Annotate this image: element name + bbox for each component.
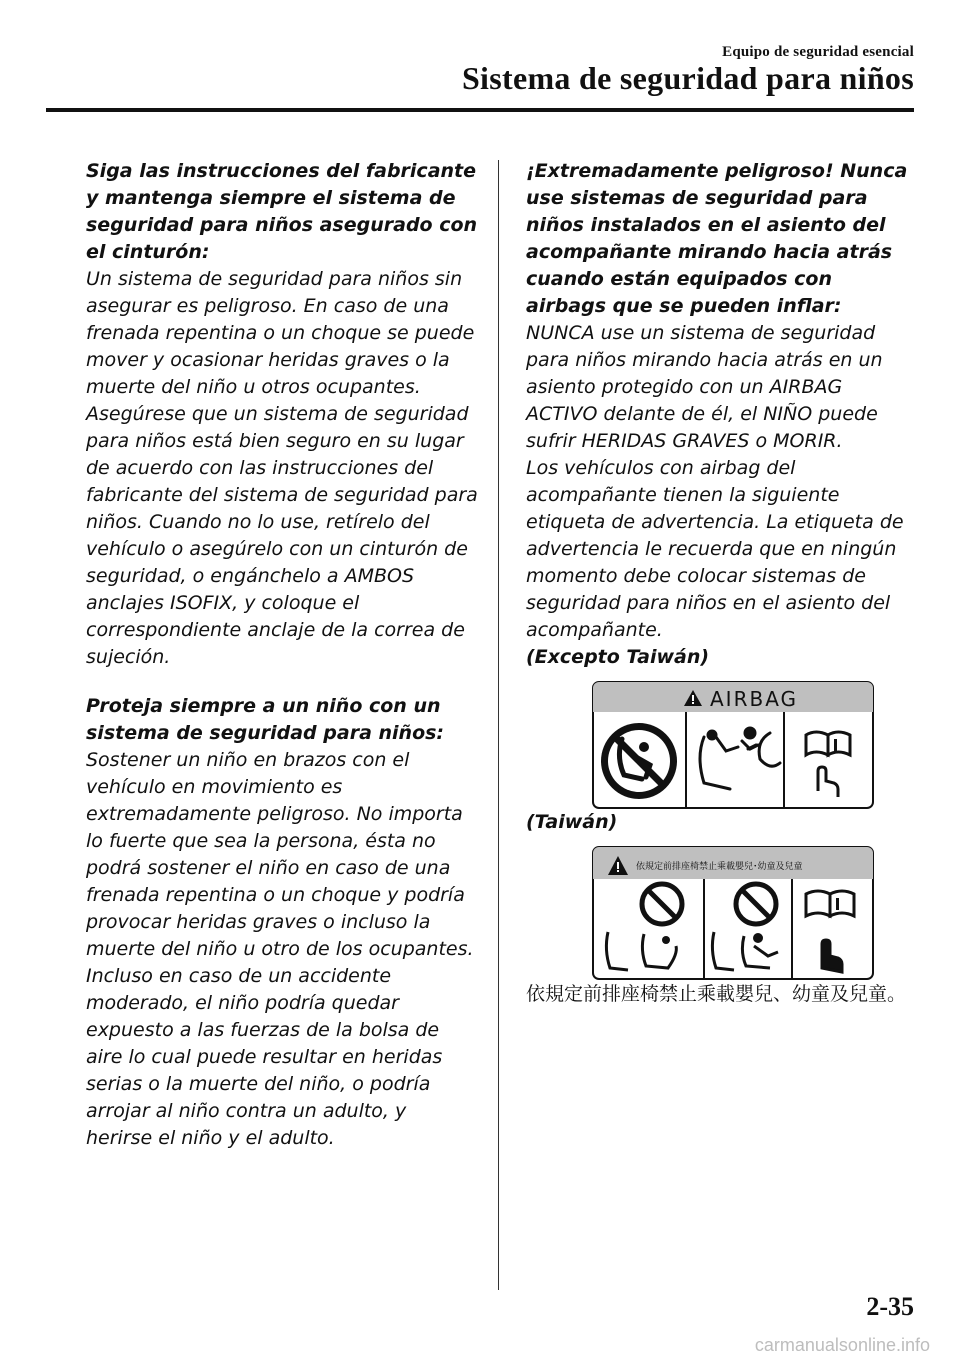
- no-child-seat-icon: [601, 723, 677, 799]
- page-title: Sistema de seguridad para niños: [461, 60, 914, 96]
- header-kicker: Equipo de seguridad esencial: [722, 44, 914, 60]
- right-paragraph-2: Los vehículos con airbag del acompañante tienen la siguiente etiqueta de advertencia. La etiqueta de advertencia le recuerda que en ningún momento debe colocar sistemas de seguridad para niños en el asiento del acompañante.: [526, 457, 904, 641]
- taiwan-warning-label: [592, 846, 874, 980]
- caption-taiwan: (Taiwán): [526, 811, 618, 833]
- taiwan-label-text: 依規定前排座椅禁止乘載嬰兒･幼童及兒童: [636, 862, 803, 872]
- left-column: [86, 158, 478, 1152]
- page-number: 2-35: [866, 1292, 914, 1321]
- caption-except-taiwan: (Excepto Taiwán): [526, 646, 710, 668]
- left-heading-1: Siga las instrucciones del fabricante y mantenga siempre el sistema de seguridad para niños asegurado con el cinturón:: [86, 160, 478, 263]
- airbag-warning-label: [592, 681, 874, 809]
- left-paragraph-1: Un sistema de seguridad para niños sin asegurar es peligroso. En caso de una frenada repentina o un choque se puede mover y ocasionar heridas graves o la muerte del niño u otros ocupantes. Asegúrese que un sistema de seguridad para niños está bien seguro en su lugar de acuerdo con las instrucciones del fabricante del sistema de seguridad para niños. Cuando no lo use, retírelo del vehículo o asegúrelo con un cinturón de seguridad, o engánchelo a AMBOS anclajes ISOFIX, y coloque el correspondiente anclaje de la correa de sujeción.: [86, 268, 478, 668]
- taiwan-warning-text: 依規定前排座椅禁止乘載嬰兒、幼童及兒童。: [526, 983, 907, 1005]
- right-heading-1: ¡Extremadamente peligroso! Nunca use sistemas de seguridad para niños instalados en el asiento del acompañante mirando hacia atrás cuando están equipados con airbags que se pueden inflar:: [526, 160, 908, 317]
- left-heading-2: Proteja siempre a un niño con un sistema de seguridad para niños:: [86, 695, 445, 744]
- column-divider: [498, 160, 499, 1290]
- header-rule: [46, 108, 914, 112]
- watermark: carmanualsonline.info: [754, 1335, 930, 1355]
- right-column: [526, 158, 918, 1009]
- airbag-label-text: AIRBAG: [710, 687, 799, 711]
- right-paragraph-1: NUNCA use un sistema de seguridad para niños mirando hacia atrás en un asiento protegido con un AIRBAG ACTIVO delante de él, el NIÑO puede sufrir HERIDAS GRAVES o MORIR.: [526, 322, 883, 452]
- left-paragraph-2: Sostener un niño en brazos con el vehículo en movimiento es extremadamente peligroso. No importa lo fuerte que sea la persona, ésta no podrá sostener el niño en caso de una frenada repentina o un choque y podría provocar heridas graves o incluso la muerte del niño u otro de los ocupantes. Incluso en caso de un accidente moderado, el niño podría quedar expuesto a las fuerzas de la bolsa de aire lo cual puede resultar en heridas serias o la muerte del niño, o podría arrojar al niño contra un adulto, y herirse el niño y el adulto.: [86, 749, 474, 1149]
